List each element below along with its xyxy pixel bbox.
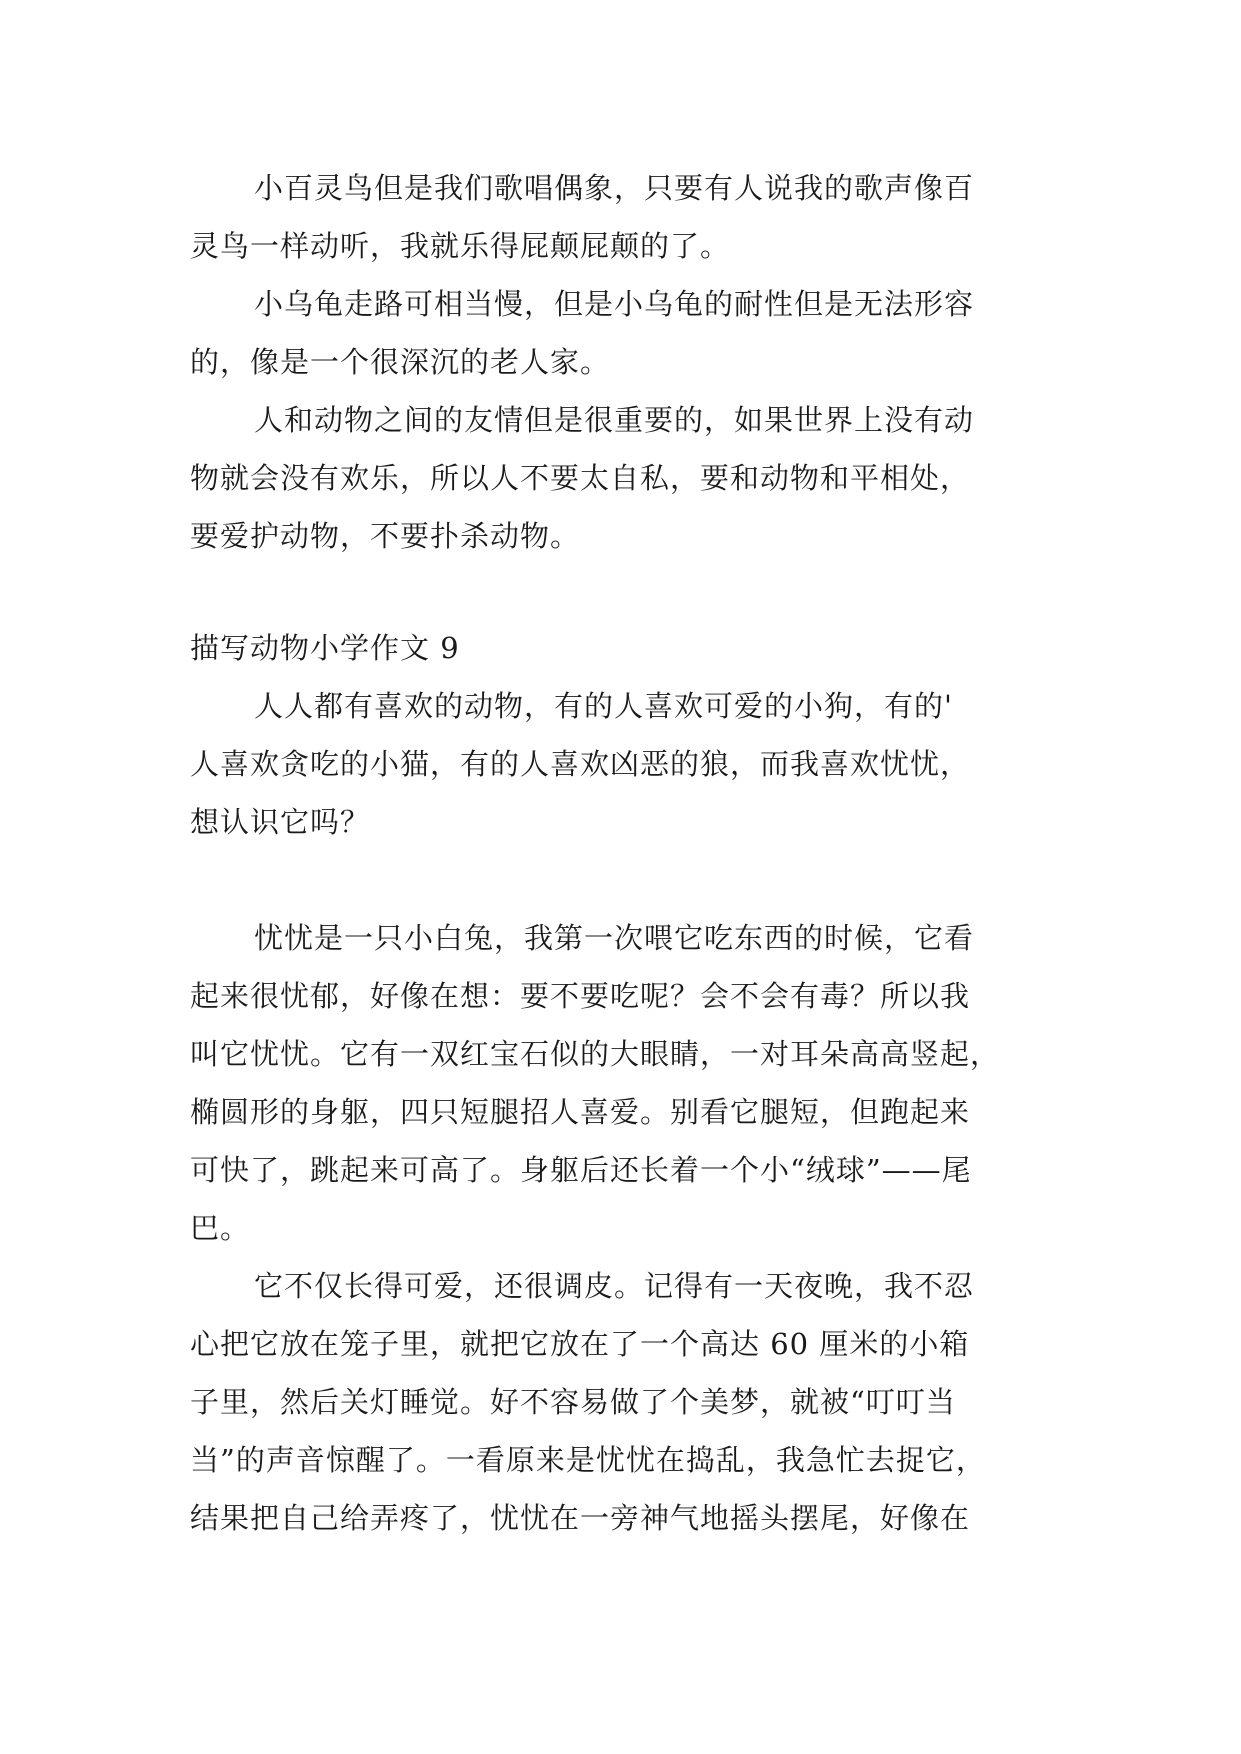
paragraph-line: 椭圆形的身躯，四只短腿招人喜爱。别看它腿短，但跑起来 <box>190 1095 971 1129</box>
paragraph-line: 小乌龟走路可相当慢，但是小乌龟的耐性但是无法形容 <box>254 287 975 321</box>
paragraph-line: 子里，然后关灯睡觉。好不容易做了个美梦，就被“叮叮当 <box>190 1385 956 1419</box>
paragraph-line: 可快了，跳起来可高了。身躯后还长着一个小“绒球”——尾 <box>190 1153 972 1187</box>
paragraph-line: 忧忧是一只小白兔，我第一次喂它吃东西的时候，它看 <box>254 921 975 955</box>
paragraph-line: 人和动物之间的友情但是很重要的，如果世界上没有动 <box>254 403 975 437</box>
paragraph-line: 它不仅长得可爱，还很调皮。记得有一天夜晚，我不忍 <box>254 1269 975 1303</box>
paragraph-line: 人人都有喜欢的动物，有的人喜欢可爱的小狗，有的' <box>254 689 953 723</box>
paragraph-line: 叫它忧忧。它有一双红宝石似的大眼睛，一对耳朵高高竖起， <box>190 1037 1001 1071</box>
paragraph-line: 要爱护动物，不要扑杀动物。 <box>190 519 581 553</box>
paragraph-line: 当”的声音惊醒了。一看原来是忧忧在捣乱，我急忙去捉它， <box>190 1443 986 1477</box>
paragraph-line: 想认识它吗？ <box>190 805 371 839</box>
paragraph-line: 灵鸟一样动听，我就乐得屁颠屁颠的了。 <box>190 229 731 263</box>
paragraph-line: 小百灵鸟但是我们歌唱偶象，只要有人说我的歌声像百 <box>254 171 975 205</box>
paragraph-line: 物就会没有欢乐，所以人不要太自私，要和动物和平相处， <box>190 461 971 495</box>
paragraph-line: 结果把自己给弄疼了，忧忧在一旁神气地摇头摆尾，好像在 <box>190 1501 971 1535</box>
paragraph-line: 起来很忧郁，好像在想：要不要吃呢？会不会有毒？所以我 <box>190 979 971 1013</box>
paragraph-line: 心把它放在笼子里，就把它放在了一个高达 60 厘米的小箱 <box>190 1327 970 1361</box>
section-title: 描写动物小学作文 9 <box>190 631 460 665</box>
paragraph-line: 人喜欢贪吃的小猫，有的人喜欢凶恶的狼，而我喜欢忧忧， <box>190 747 971 781</box>
paragraph-line: 的，像是一个很深沉的老人家。 <box>190 345 611 379</box>
paragraph-line: 巴。 <box>190 1211 251 1245</box>
